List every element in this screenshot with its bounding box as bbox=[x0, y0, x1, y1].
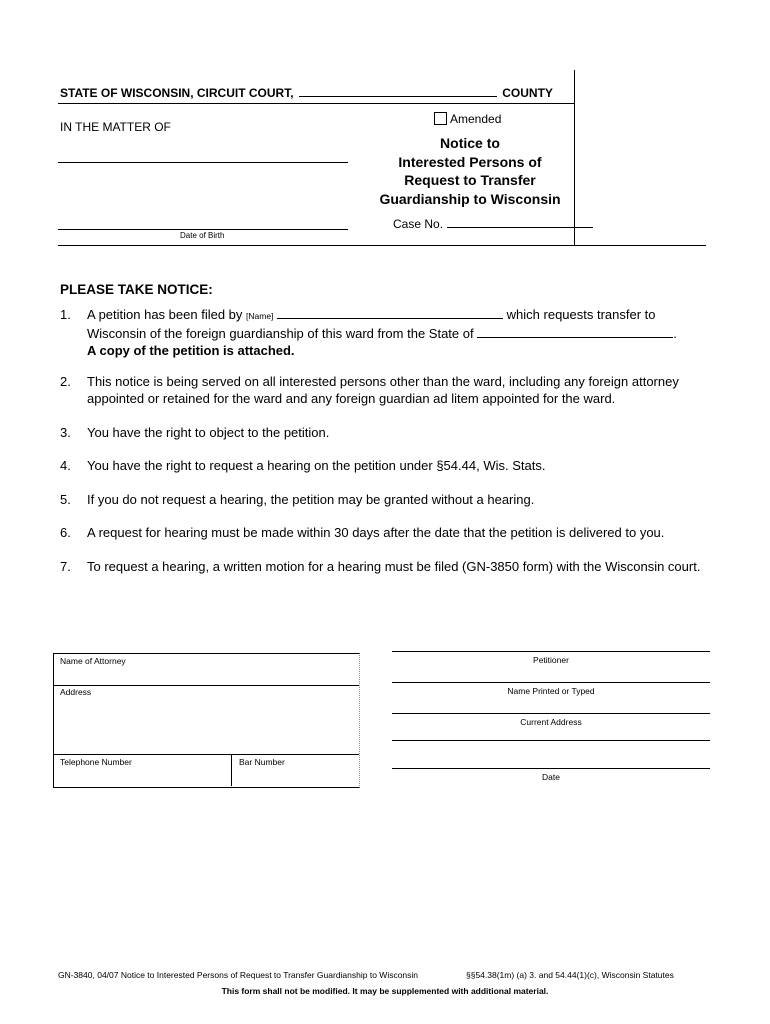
item-number: 2. bbox=[60, 374, 71, 389]
petitioner-signature-line[interactable] bbox=[392, 651, 710, 652]
name-printed-line[interactable] bbox=[392, 682, 710, 683]
telephone-label: Telephone Number bbox=[60, 757, 132, 767]
current-address-line[interactable] bbox=[392, 713, 710, 714]
court-prefix: STATE OF WISCONSIN, CIRCUIT COURT, bbox=[60, 86, 294, 100]
date-of-birth-field[interactable] bbox=[58, 229, 348, 230]
case-no-label: Case No. bbox=[393, 217, 444, 231]
item-text-part: . bbox=[673, 326, 677, 341]
attorney-address-field[interactable] bbox=[54, 699, 356, 753]
item-text: If you do not request a hearing, the petition may be granted without a hearing. bbox=[87, 492, 535, 507]
amended-checkbox[interactable] bbox=[434, 112, 447, 125]
item-text-part: A petition has been filed by bbox=[87, 307, 247, 322]
bar-number-label: Bar Number bbox=[239, 757, 285, 767]
attorney-box-divider bbox=[53, 754, 359, 755]
item-number: 7. bbox=[60, 559, 71, 574]
attorney-name-label: Name of Attorney bbox=[60, 656, 126, 666]
item-number: 4. bbox=[60, 458, 71, 473]
item-text: This notice is being served on all interested persons other than the ward, including any foreign attorney appointed or retained for the ward and any foreign guardian ad litem appointed for the ward. bbox=[87, 374, 679, 406]
item-text bbox=[87, 306, 723, 359]
item-text: To request a hearing, a written motion for a hearing must be filed (GN-3850 form) with the Wisconsin court. bbox=[87, 559, 701, 574]
item-text-part: which requests transfer to bbox=[503, 307, 656, 322]
notice-heading: PLEASE TAKE NOTICE: bbox=[60, 282, 213, 297]
bar-number-field[interactable] bbox=[233, 769, 357, 785]
modification-notice: This form shall not be modified. It may be supplemented with additional material. bbox=[221, 986, 549, 996]
date-line[interactable] bbox=[392, 768, 710, 769]
item-number: 5. bbox=[60, 492, 71, 507]
form-id: GN-3840, 04/07 Notice to Interested Persons of Request to Transfer Guardianship to Wisconsin bbox=[58, 970, 419, 980]
amended-label: Amended bbox=[450, 112, 502, 126]
item-number: 3. bbox=[60, 425, 71, 440]
name-printed-label: Name Printed or Typed bbox=[507, 686, 595, 696]
title-line: Guardianship to Wisconsin bbox=[379, 190, 561, 207]
county-name-field[interactable] bbox=[299, 84, 497, 97]
item-text-part: Wisconsin of the foreign guardianship of this ward from the State of bbox=[87, 326, 478, 341]
matter-label: IN THE MATTER OF bbox=[60, 120, 171, 134]
case-number bbox=[393, 215, 593, 231]
attorney-box-divider bbox=[53, 685, 359, 686]
attorney-address-label: Address bbox=[60, 687, 92, 697]
address-continuation-line[interactable] bbox=[392, 740, 710, 741]
telephone-field[interactable] bbox=[54, 769, 230, 785]
name-tag: [Name] bbox=[246, 311, 274, 321]
court-heading bbox=[60, 84, 553, 100]
item-text: You have the right to request a hearing on the petition under §54.44, Wis. Stats. bbox=[87, 458, 546, 473]
item-number: 6. bbox=[60, 525, 71, 540]
title-line: Notice to bbox=[440, 135, 500, 151]
county-label: COUNTY bbox=[502, 86, 553, 100]
petitioner-name-field[interactable] bbox=[277, 306, 503, 319]
title-line: Request to Transfer bbox=[404, 172, 536, 188]
petitioner-label: Petitioner bbox=[533, 655, 569, 665]
statutes-reference: §§54.38(1m) (a) 3. and 54.44(1)(c), Wisconsin Statutes bbox=[466, 970, 674, 980]
case-number-field[interactable] bbox=[447, 215, 593, 228]
title-line: Interested Persons of bbox=[398, 153, 542, 170]
foreign-state-field[interactable] bbox=[477, 325, 673, 338]
attorney-name-field[interactable] bbox=[54, 668, 356, 684]
item-number: 1. bbox=[60, 307, 71, 322]
current-address-label: Current Address bbox=[520, 717, 582, 727]
attorney-box-vertical-divider bbox=[231, 754, 232, 786]
header-divider bbox=[58, 103, 574, 104]
petition-attached-note: A copy of the petition is attached. bbox=[87, 343, 295, 358]
ward-name-field[interactable] bbox=[58, 162, 348, 163]
date-label: Date bbox=[542, 772, 560, 782]
dob-label: Date of Birth bbox=[180, 231, 225, 240]
item-text: You have the right to object to the petition. bbox=[87, 425, 330, 440]
caption-bottom-rule bbox=[58, 245, 706, 246]
form-title bbox=[370, 134, 570, 208]
item-text: A request for hearing must be made within 30 days after the date that the petition is delivered to you. bbox=[87, 525, 665, 540]
